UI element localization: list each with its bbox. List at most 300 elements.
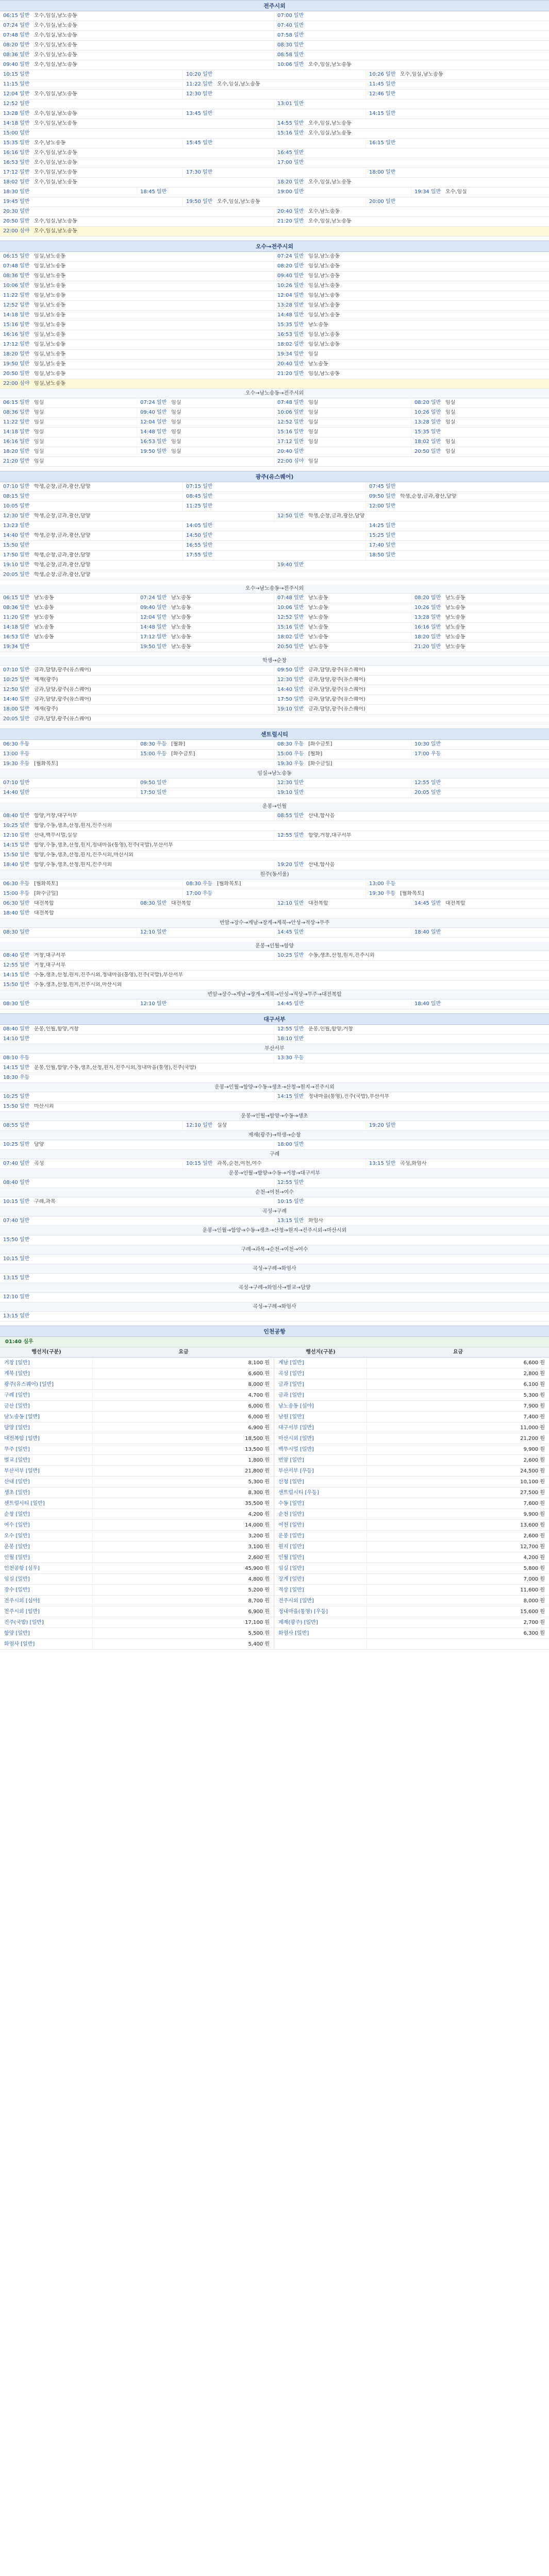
schedule-cell[interactable] xyxy=(274,675,549,685)
schedule-cell[interactable] xyxy=(0,860,274,870)
schedule-cell[interactable] xyxy=(0,551,183,560)
schedule-cell[interactable] xyxy=(274,262,549,271)
schedule-cell[interactable] xyxy=(0,281,274,291)
destination-name[interactable]: 금산 [일반] xyxy=(0,1401,93,1411)
schedule-cell[interactable] xyxy=(183,80,366,89)
schedule-cell[interactable] xyxy=(0,41,274,50)
schedule-cell[interactable] xyxy=(137,188,274,197)
schedule-cell[interactable] xyxy=(0,70,183,79)
schedule-cell[interactable] xyxy=(137,899,274,908)
schedule-cell[interactable] xyxy=(411,418,549,427)
schedule-cell[interactable] xyxy=(0,340,274,349)
schedule-cell[interactable] xyxy=(0,379,549,388)
schedule-cell[interactable] xyxy=(274,1197,549,1207)
schedule-cell[interactable] xyxy=(0,109,183,118)
destination-name[interactable]: 순천 [일반] xyxy=(274,1509,367,1519)
schedule-cell[interactable] xyxy=(137,603,274,613)
schedule-cell[interactable] xyxy=(0,1235,549,1245)
schedule-cell[interactable] xyxy=(0,603,137,613)
destination-name[interactable]: 대구서부 [일반] xyxy=(274,1422,367,1433)
schedule-cell[interactable] xyxy=(0,207,274,216)
destination-name[interactable]: 여수 [일반] xyxy=(0,1520,93,1530)
schedule-cell[interactable] xyxy=(274,561,549,570)
schedule-cell[interactable] xyxy=(0,398,137,408)
schedule-cell[interactable] xyxy=(366,168,549,177)
schedule-cell[interactable] xyxy=(274,633,411,642)
schedule-cell[interactable] xyxy=(366,551,549,560)
schedule-cell[interactable] xyxy=(183,541,366,550)
schedule-cell[interactable] xyxy=(274,1025,549,1034)
destination-name[interactable]: 화엄사 [일반] xyxy=(0,1639,93,1649)
schedule-cell[interactable] xyxy=(0,197,183,207)
destination-name[interactable]: 전주시외 [일반] xyxy=(0,1606,93,1617)
schedule-cell[interactable] xyxy=(274,603,411,613)
schedule-cell[interactable] xyxy=(0,139,183,148)
destination-name[interactable]: 무주 [일반] xyxy=(0,1444,93,1454)
destination-name[interactable]: 계북 [일반] xyxy=(0,1368,93,1379)
schedule-cell[interactable] xyxy=(0,60,274,70)
schedule-cell[interactable] xyxy=(0,961,549,970)
schedule-cell[interactable] xyxy=(0,320,274,330)
schedule-cell[interactable] xyxy=(274,1140,549,1149)
destination-name[interactable]: 금과 [일반] xyxy=(274,1390,367,1400)
destination-name[interactable]: 남노송동 [심야] xyxy=(274,1401,367,1411)
schedule-cell[interactable] xyxy=(0,330,274,340)
schedule-cell[interactable] xyxy=(274,695,549,704)
schedule-cell[interactable] xyxy=(0,999,137,1009)
schedule-cell[interactable] xyxy=(366,1121,549,1130)
schedule-cell[interactable] xyxy=(0,909,549,918)
schedule-cell[interactable] xyxy=(137,633,274,642)
schedule-cell[interactable] xyxy=(0,705,274,714)
schedule-cell[interactable] xyxy=(0,11,274,21)
schedule-cell[interactable] xyxy=(274,623,411,632)
schedule-cell[interactable] xyxy=(0,633,137,642)
schedule-cell[interactable] xyxy=(0,129,274,138)
schedule-cell[interactable] xyxy=(183,482,366,492)
schedule-cell[interactable] xyxy=(183,70,366,79)
schedule-cell[interactable] xyxy=(0,666,274,675)
schedule-cell[interactable] xyxy=(411,633,549,642)
schedule-cell[interactable] xyxy=(0,291,274,300)
schedule-cell[interactable] xyxy=(0,715,549,724)
schedule-cell[interactable] xyxy=(0,1054,274,1063)
schedule-cell[interactable] xyxy=(0,889,183,899)
schedule-cell[interactable] xyxy=(0,1063,549,1073)
schedule-cell[interactable] xyxy=(0,1312,549,1321)
schedule-cell[interactable] xyxy=(274,350,549,359)
destination-name[interactable]: 운봉 [일반] xyxy=(0,1541,93,1552)
schedule-cell[interactable] xyxy=(274,301,549,310)
destination-name[interactable] xyxy=(274,1639,367,1649)
schedule-cell[interactable] xyxy=(366,482,549,492)
schedule-cell[interactable] xyxy=(0,695,274,704)
schedule-cell[interactable] xyxy=(274,811,549,821)
schedule-cell[interactable] xyxy=(0,99,274,109)
destination-name[interactable]: 정내마을(통영) [우등] xyxy=(274,1606,367,1617)
destination-name[interactable]: 임실 [일반] xyxy=(0,1574,93,1584)
schedule-cell[interactable] xyxy=(183,139,366,148)
schedule-cell[interactable] xyxy=(183,90,366,99)
schedule-cell[interactable] xyxy=(0,899,137,908)
destination-name[interactable]: 마산시외 [일반] xyxy=(274,1433,367,1444)
schedule-cell[interactable] xyxy=(274,759,549,769)
schedule-cell[interactable] xyxy=(0,778,137,788)
destination-name[interactable]: 운봉 [일반] xyxy=(274,1531,367,1541)
schedule-cell[interactable] xyxy=(411,188,549,197)
schedule-cell[interactable] xyxy=(137,788,274,798)
schedule-cell[interactable] xyxy=(274,188,411,197)
schedule-cell[interactable] xyxy=(0,750,137,759)
destination-name[interactable]: 진주(국밥) [일반] xyxy=(0,1617,93,1628)
schedule-cell[interactable] xyxy=(0,759,274,769)
schedule-cell[interactable] xyxy=(274,311,549,320)
schedule-cell[interactable] xyxy=(274,21,549,30)
schedule-cell[interactable] xyxy=(137,613,274,622)
schedule-cell[interactable] xyxy=(0,50,274,60)
destination-name[interactable]: 계남 [일반] xyxy=(274,1358,367,1368)
schedule-cell[interactable] xyxy=(137,778,274,788)
schedule-cell[interactable] xyxy=(411,999,549,1009)
destination-name[interactable]: 인월 [일반] xyxy=(0,1552,93,1563)
destination-name[interactable]: 번암 [일반] xyxy=(274,1455,367,1465)
schedule-cell[interactable] xyxy=(274,685,549,694)
destination-name[interactable]: 전주시외 [심야] xyxy=(0,1596,93,1606)
schedule-cell[interactable] xyxy=(274,831,549,840)
schedule-cell[interactable] xyxy=(411,642,549,652)
schedule-cell[interactable] xyxy=(411,603,549,613)
schedule-cell[interactable] xyxy=(366,531,549,540)
schedule-cell[interactable] xyxy=(0,168,183,177)
schedule-cell[interactable] xyxy=(274,778,411,788)
schedule-cell[interactable] xyxy=(274,457,549,466)
destination-name[interactable]: 남노송동 [일반] xyxy=(0,1412,93,1422)
destination-name[interactable]: 오수 [일반] xyxy=(0,1531,93,1541)
destination-name[interactable]: 원지 [일반] xyxy=(274,1541,367,1552)
schedule-cell[interactable] xyxy=(0,1025,274,1034)
schedule-cell[interactable] xyxy=(274,11,549,21)
schedule-cell[interactable] xyxy=(274,512,549,521)
schedule-cell[interactable] xyxy=(366,197,549,207)
schedule-cell[interactable] xyxy=(411,928,549,937)
schedule-cell[interactable] xyxy=(0,1121,183,1130)
schedule-cell[interactable] xyxy=(0,1255,549,1264)
schedule-cell[interactable] xyxy=(0,447,137,456)
schedule-cell[interactable] xyxy=(0,1178,274,1188)
schedule-cell[interactable] xyxy=(0,1274,549,1283)
schedule-cell[interactable] xyxy=(0,482,183,492)
schedule-cell[interactable] xyxy=(0,119,274,128)
schedule-cell[interactable] xyxy=(366,109,549,118)
destination-name[interactable]: 적상 [일반] xyxy=(274,1585,367,1595)
schedule-cell[interactable] xyxy=(0,1073,549,1082)
schedule-cell[interactable] xyxy=(411,778,549,788)
schedule-cell[interactable] xyxy=(366,492,549,501)
schedule-cell[interactable] xyxy=(0,831,274,840)
schedule-cell[interactable] xyxy=(366,521,549,531)
schedule-cell[interactable] xyxy=(0,788,137,798)
destination-name[interactable]: 부산서부 [우등] xyxy=(274,1466,367,1476)
schedule-cell[interactable] xyxy=(274,60,549,70)
schedule-cell[interactable] xyxy=(274,320,549,330)
destination-name[interactable]: 구례 [일반] xyxy=(0,1390,93,1400)
schedule-cell[interactable] xyxy=(274,750,411,759)
schedule-cell[interactable] xyxy=(274,899,411,908)
schedule-cell[interactable] xyxy=(366,502,549,511)
schedule-cell[interactable] xyxy=(274,408,411,417)
schedule-cell[interactable] xyxy=(137,740,274,749)
schedule-cell[interactable] xyxy=(0,1092,274,1101)
schedule-cell[interactable] xyxy=(0,1216,274,1226)
destination-name[interactable]: 함양 [일반] xyxy=(0,1628,93,1638)
schedule-cell[interactable] xyxy=(0,1102,549,1111)
schedule-cell[interactable] xyxy=(0,1197,274,1207)
schedule-cell[interactable] xyxy=(274,642,411,652)
destination-name[interactable]: 벌교 [일반] xyxy=(0,1455,93,1465)
schedule-cell[interactable] xyxy=(274,951,549,960)
schedule-cell[interactable] xyxy=(183,1121,366,1130)
schedule-cell[interactable] xyxy=(366,1159,549,1168)
schedule-cell[interactable] xyxy=(274,447,411,456)
schedule-cell[interactable] xyxy=(0,613,137,622)
schedule-cell[interactable] xyxy=(137,594,274,603)
schedule-cell[interactable] xyxy=(0,879,183,889)
destination-name[interactable]: 담양 [일반] xyxy=(0,1422,93,1433)
schedule-cell[interactable] xyxy=(0,360,274,369)
schedule-cell[interactable] xyxy=(137,437,274,447)
schedule-cell[interactable] xyxy=(366,80,549,89)
schedule-cell[interactable] xyxy=(0,408,137,417)
destination-name[interactable]: 거창 [일반] xyxy=(0,1358,93,1368)
schedule-cell[interactable] xyxy=(0,521,183,531)
schedule-cell[interactable] xyxy=(366,139,549,148)
schedule-cell[interactable] xyxy=(411,750,549,759)
schedule-cell[interactable] xyxy=(0,561,274,570)
schedule-cell[interactable] xyxy=(411,408,549,417)
schedule-cell[interactable] xyxy=(274,129,549,138)
schedule-cell[interactable] xyxy=(411,788,549,798)
schedule-cell[interactable] xyxy=(0,31,274,40)
schedule-cell[interactable] xyxy=(274,50,549,60)
schedule-cell[interactable] xyxy=(0,541,183,550)
schedule-cell[interactable] xyxy=(183,109,366,118)
schedule-cell[interactable] xyxy=(411,447,549,456)
destination-name[interactable]: 제재(광주) [일반] xyxy=(274,1617,367,1628)
schedule-cell[interactable] xyxy=(183,492,366,501)
destination-name[interactable]: 남원 [일반] xyxy=(274,1412,367,1422)
destination-name[interactable]: 대전복합 [일반] xyxy=(0,1433,93,1444)
schedule-cell[interactable] xyxy=(274,119,549,128)
schedule-cell[interactable] xyxy=(183,879,366,889)
schedule-cell[interactable] xyxy=(0,311,274,320)
schedule-cell[interactable] xyxy=(137,642,274,652)
schedule-cell[interactable] xyxy=(137,447,274,456)
schedule-cell[interactable] xyxy=(0,841,549,850)
schedule-cell[interactable] xyxy=(0,252,274,261)
schedule-cell[interactable] xyxy=(274,666,549,675)
schedule-cell[interactable] xyxy=(274,31,549,40)
schedule-cell[interactable] xyxy=(274,272,549,281)
destination-name[interactable]: 인천공항 [심우] xyxy=(0,1563,93,1573)
schedule-cell[interactable] xyxy=(137,398,274,408)
schedule-cell[interactable] xyxy=(274,928,411,937)
destination-name[interactable]: 센트럴시티 [우등] xyxy=(274,1487,367,1498)
schedule-cell[interactable] xyxy=(274,1035,549,1044)
destination-name[interactable]: 인월 [일반] xyxy=(274,1552,367,1563)
schedule-cell[interactable] xyxy=(0,80,183,89)
schedule-cell[interactable] xyxy=(411,623,549,632)
destination-name[interactable]: 생초 [일반] xyxy=(0,1487,93,1498)
schedule-cell[interactable] xyxy=(0,437,137,447)
schedule-cell[interactable] xyxy=(0,570,549,580)
schedule-cell[interactable] xyxy=(274,418,411,427)
schedule-cell[interactable] xyxy=(274,99,549,109)
schedule-cell[interactable] xyxy=(274,999,411,1009)
schedule-cell[interactable] xyxy=(366,90,549,99)
destination-name[interactable]: 산청 [일반] xyxy=(274,1477,367,1487)
schedule-cell[interactable] xyxy=(274,1216,549,1226)
schedule-cell[interactable] xyxy=(0,178,274,187)
schedule-cell[interactable] xyxy=(0,90,183,99)
destination-name[interactable]: 수동 [일반] xyxy=(274,1498,367,1509)
schedule-cell[interactable] xyxy=(0,531,183,540)
schedule-cell[interactable] xyxy=(0,928,137,937)
schedule-cell[interactable] xyxy=(274,41,549,50)
schedule-cell[interactable] xyxy=(0,740,137,749)
schedule-cell[interactable] xyxy=(183,551,366,560)
schedule-cell[interactable] xyxy=(411,437,549,447)
schedule-cell[interactable] xyxy=(0,1293,549,1302)
destination-name[interactable]: 금과 [일반] xyxy=(274,1379,367,1389)
schedule-cell[interactable] xyxy=(137,428,274,437)
schedule-cell[interactable] xyxy=(137,408,274,417)
schedule-cell[interactable] xyxy=(411,428,549,437)
schedule-cell[interactable] xyxy=(0,980,549,990)
schedule-cell[interactable] xyxy=(183,168,366,177)
schedule-cell[interactable] xyxy=(183,531,366,540)
schedule-cell[interactable] xyxy=(0,675,274,685)
schedule-cell[interactable] xyxy=(0,594,137,603)
destination-name[interactable]: 전주시외 [일반] xyxy=(274,1596,367,1606)
schedule-cell[interactable] xyxy=(0,1035,274,1044)
schedule-cell[interactable] xyxy=(274,1092,549,1101)
schedule-cell[interactable] xyxy=(274,178,549,187)
schedule-cell[interactable] xyxy=(274,613,411,622)
schedule-cell[interactable] xyxy=(366,541,549,550)
destination-name[interactable]: 산내 [일반] xyxy=(0,1477,93,1487)
schedule-cell[interactable] xyxy=(0,262,274,271)
schedule-cell[interactable] xyxy=(183,502,366,511)
schedule-cell[interactable] xyxy=(0,492,183,501)
destination-name[interactable]: 순창 [일반] xyxy=(0,1509,93,1519)
schedule-cell[interactable] xyxy=(0,21,274,30)
destination-name[interactable]: 백무시멀 [일반] xyxy=(274,1444,367,1454)
schedule-cell[interactable] xyxy=(0,148,274,158)
destination-name[interactable]: 장계 [일반] xyxy=(274,1574,367,1584)
schedule-cell[interactable] xyxy=(274,428,411,437)
schedule-cell[interactable] xyxy=(274,340,549,349)
schedule-cell[interactable] xyxy=(0,369,274,379)
schedule-cell[interactable] xyxy=(274,369,549,379)
schedule-cell[interactable] xyxy=(411,740,549,749)
schedule-cell[interactable] xyxy=(274,148,549,158)
schedule-cell[interactable] xyxy=(0,851,549,860)
schedule-cell[interactable] xyxy=(0,418,137,427)
schedule-cell[interactable] xyxy=(183,889,366,899)
schedule-cell[interactable] xyxy=(0,457,274,466)
schedule-cell[interactable] xyxy=(274,207,549,216)
schedule-cell[interactable] xyxy=(274,1178,549,1188)
destination-name[interactable]: 화엄사 [일반] xyxy=(274,1628,367,1638)
schedule-cell[interactable] xyxy=(0,1159,183,1168)
destination-name[interactable]: 광주(유스퀘어) [일반] xyxy=(0,1379,93,1389)
schedule-cell[interactable] xyxy=(0,951,274,960)
destination-name[interactable]: 부산서부 [일반] xyxy=(0,1466,93,1476)
destination-name[interactable]: 장수 [일반] xyxy=(0,1585,93,1595)
schedule-cell[interactable] xyxy=(0,227,549,236)
schedule-cell[interactable] xyxy=(137,928,274,937)
schedule-cell[interactable] xyxy=(137,623,274,632)
schedule-cell[interactable] xyxy=(0,502,183,511)
schedule-cell[interactable] xyxy=(137,750,274,759)
schedule-cell[interactable] xyxy=(0,188,137,197)
schedule-cell[interactable] xyxy=(274,281,549,291)
schedule-cell[interactable] xyxy=(0,272,274,281)
schedule-cell[interactable] xyxy=(366,889,549,899)
schedule-cell[interactable] xyxy=(137,418,274,427)
schedule-cell[interactable] xyxy=(0,821,549,831)
schedule-cell[interactable] xyxy=(274,705,549,714)
schedule-cell[interactable] xyxy=(411,899,549,908)
schedule-cell[interactable] xyxy=(274,398,411,408)
schedule-cell[interactable] xyxy=(183,1159,366,1168)
schedule-cell[interactable] xyxy=(274,291,549,300)
schedule-cell[interactable] xyxy=(183,197,366,207)
schedule-cell[interactable] xyxy=(183,521,366,531)
schedule-cell[interactable] xyxy=(0,158,274,167)
schedule-cell[interactable] xyxy=(411,594,549,603)
destination-name[interactable]: 센트럴시티 [일반] xyxy=(0,1498,93,1509)
destination-name[interactable]: 임실 [일반] xyxy=(274,1563,367,1573)
schedule-cell[interactable] xyxy=(0,217,274,226)
schedule-cell[interactable] xyxy=(274,788,411,798)
schedule-cell[interactable] xyxy=(366,70,549,79)
schedule-cell[interactable] xyxy=(274,217,549,226)
schedule-cell[interactable] xyxy=(0,811,274,821)
schedule-cell[interactable] xyxy=(411,398,549,408)
schedule-cell[interactable] xyxy=(274,360,549,369)
schedule-cell[interactable] xyxy=(274,158,549,167)
schedule-cell[interactable] xyxy=(0,301,274,310)
schedule-cell[interactable] xyxy=(274,594,411,603)
schedule-cell[interactable] xyxy=(0,971,549,980)
schedule-cell[interactable] xyxy=(274,252,549,261)
schedule-cell[interactable] xyxy=(366,879,549,889)
schedule-cell[interactable] xyxy=(411,613,549,622)
schedule-cell[interactable] xyxy=(274,330,549,340)
schedule-cell[interactable] xyxy=(0,428,137,437)
schedule-cell[interactable] xyxy=(274,860,549,870)
schedule-cell[interactable] xyxy=(0,642,137,652)
schedule-cell[interactable] xyxy=(274,1054,549,1063)
schedule-cell[interactable] xyxy=(0,350,274,359)
destination-name[interactable]: 곡성 [일반] xyxy=(274,1368,367,1379)
schedule-cell[interactable] xyxy=(0,1140,274,1149)
destination-name[interactable]: 여천 [일반] xyxy=(274,1520,367,1530)
schedule-cell[interactable] xyxy=(137,999,274,1009)
schedule-cell[interactable] xyxy=(0,685,274,694)
schedule-cell[interactable] xyxy=(0,623,137,632)
